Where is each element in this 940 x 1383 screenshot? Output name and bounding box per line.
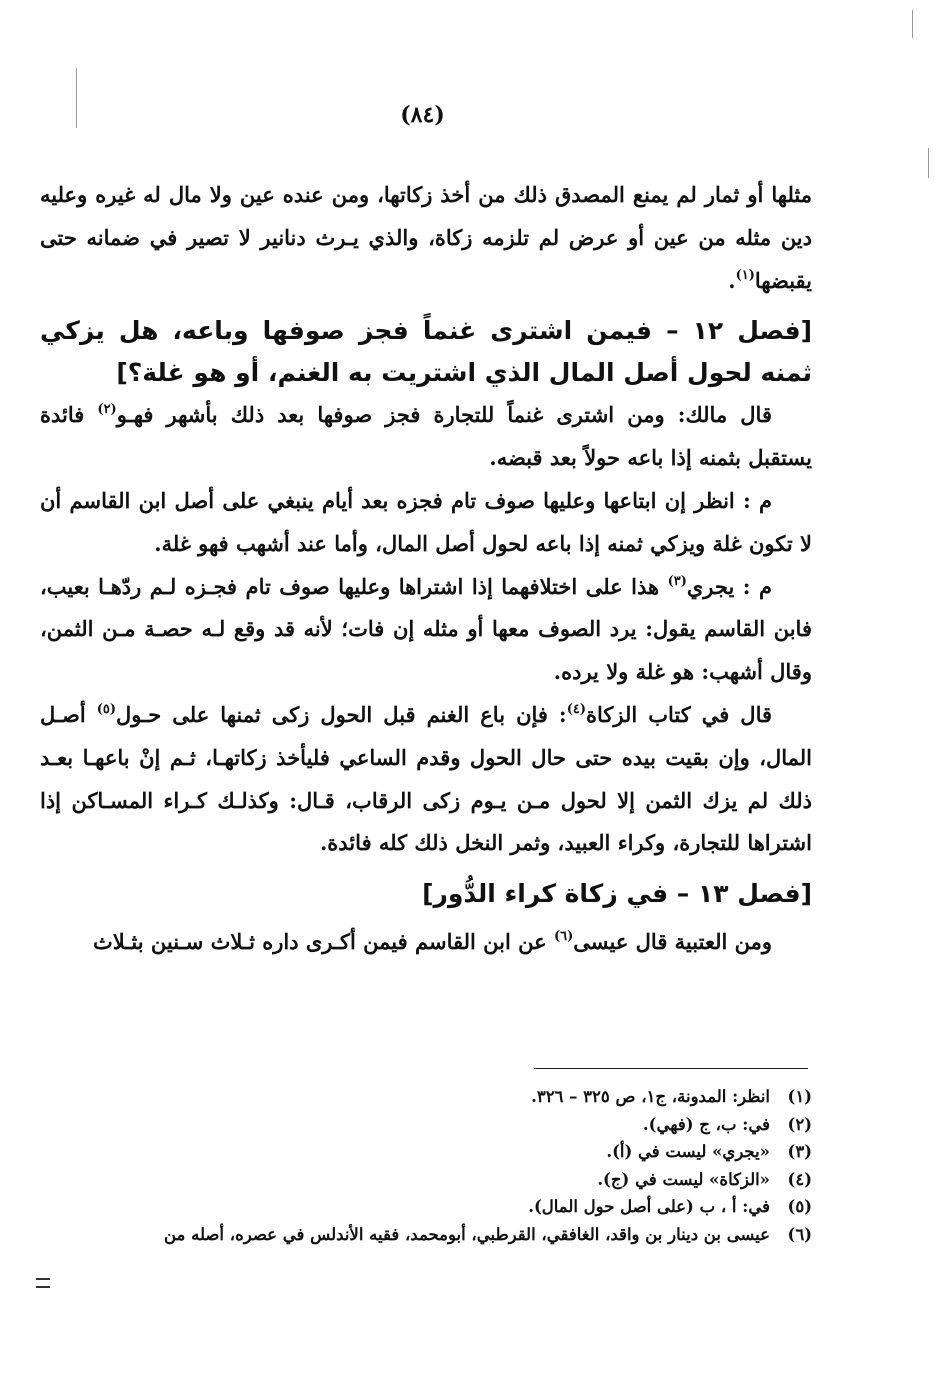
footnote-text: في: أ ، ب (على أصل حول المال). <box>528 1197 770 1216</box>
footnote-ref-2: (٢) <box>97 402 117 418</box>
footnote-ref-3: (٣) <box>667 573 687 589</box>
footnote-text: «الزكاة» ليست في (ج). <box>597 1169 770 1189</box>
paragraph-2: قال مالك: ومن اشترى غنماً للتجارة فجز صوفها بعد ذلك بأشهر فهـو$^{(٢)}$ فائدة يستقبل بثمنه إذا باعه حولاً بعد قبضه. <box>40 402 812 471</box>
scan-speck <box>76 68 77 128</box>
margin-mark <box>36 1278 50 1288</box>
footnote-number: (٥) <box>787 1197 812 1216</box>
paragraph-4: م : يجري$^{(٣)}$ هذا على اختلافهما إذا اشتراها وعليها صوف تام فجـزه لـم ردّهـا بعيب، فابن القاسم يقول: يرد الصوف معها أو مثله إن فات؛ لأنه قد وقع لـه حصـة مـن الثمن، وقال أشهب: هو غلة ولا يرده. <box>40 573 812 685</box>
footnote-ref-4: (٤) <box>566 701 586 717</box>
footnote-number: (٢) <box>787 1114 812 1134</box>
footnotes <box>40 1083 812 1248</box>
footnote-ref-6: (٦) <box>553 929 574 945</box>
scan-speck <box>928 148 929 178</box>
section-heading-13-a: [فصل ١٢ – فيمن اشترى غنماً فجز صوفها وباعه، هل يزكي ثمنه لحول أصل المال الذي اشتريت به الغنم، أو هو غلة؟] <box>40 316 812 388</box>
footnote-2 <box>40 1111 812 1139</box>
footnote-3 <box>40 1138 812 1166</box>
footnote-ref-5: (٥) <box>96 701 117 717</box>
page-number: (٨٤) <box>400 102 445 128</box>
footnote-5 <box>40 1193 812 1221</box>
paragraph-3: م : انظر إن ابتاعها وعليها صوف تام فجزه بعد أيام ينبغي على أصل ابن القاسم أن لا تكون غلة ويزكي ثمنه إذا باعه لحول أصل المال، وأما عند أشهب فهو غلة. <box>40 487 812 556</box>
footnote-number: (٦) <box>787 1224 812 1244</box>
footnote-4 <box>40 1166 812 1194</box>
footnote-1 <box>40 1083 812 1111</box>
footnote-number: (٤) <box>787 1169 812 1189</box>
body-text <box>40 174 812 964</box>
footnote-text: انظر: المدونة، ج١، ص ٣٢٥ – ٣٢٦. <box>531 1087 770 1106</box>
paragraph-1: مثلها أو ثمار لم يمنع المصدق ذلك من أخذ زكاتها، ومن عنده عين ولا مال له غيره وعليه دين مثله من عين أو عرض لم تلزمه زكاة، والذي يـرث دنانير لا تصير في ضمانه حتى يقبضها$^{(١)}$. <box>40 182 812 293</box>
footnote-separator <box>534 1068 808 1069</box>
footnote-text: في: ب، ج (فهي). <box>642 1114 770 1134</box>
footnote-6 <box>40 1221 812 1249</box>
section-heading-13-b: [فصل ١٣ – في زكاة كراء الدُّور] <box>422 879 812 909</box>
footnote-number: (١) <box>787 1087 812 1106</box>
paragraph-5: قال في كتاب الزكاة$^{(٤)}$: فإن باع الغنم قبل الحول زكى ثمنها على حـول$^{(٥)}$ أصـل المال، وإن بقيت بيده حتى حال الحول وقدم الساعي فليأخذ زكاتهـا، ثـم إنْ باعهـا بعـد ذلك لم يزك الثمن إلا لحول مـن يـوم زكى الرقاب، قـال: وكذلـك كـراء المسـاكن إذا اشتراها للتجارة، وكراء العبيد، وثمر النخل ذلك كله فائدة. <box>40 701 812 856</box>
scan-speck <box>912 10 913 38</box>
footnote-text: عيسى بن دينار بن واقد، الغافقي، القرطبي، أبومحمد، فقيه الأندلس في عصره، أصله من <box>163 1224 770 1244</box>
paragraph-6: ومن العتبية قال عيسى$^{(٦)}$ عن ابن القاسم فيمن أكـرى داره ثـلاث سـنين بثـلاث <box>92 929 772 955</box>
footnote-number: (٣) <box>787 1142 812 1161</box>
footnote-text: «يجري» ليست في (أ). <box>606 1142 770 1161</box>
footnote-ref-1: (١) <box>735 267 755 283</box>
